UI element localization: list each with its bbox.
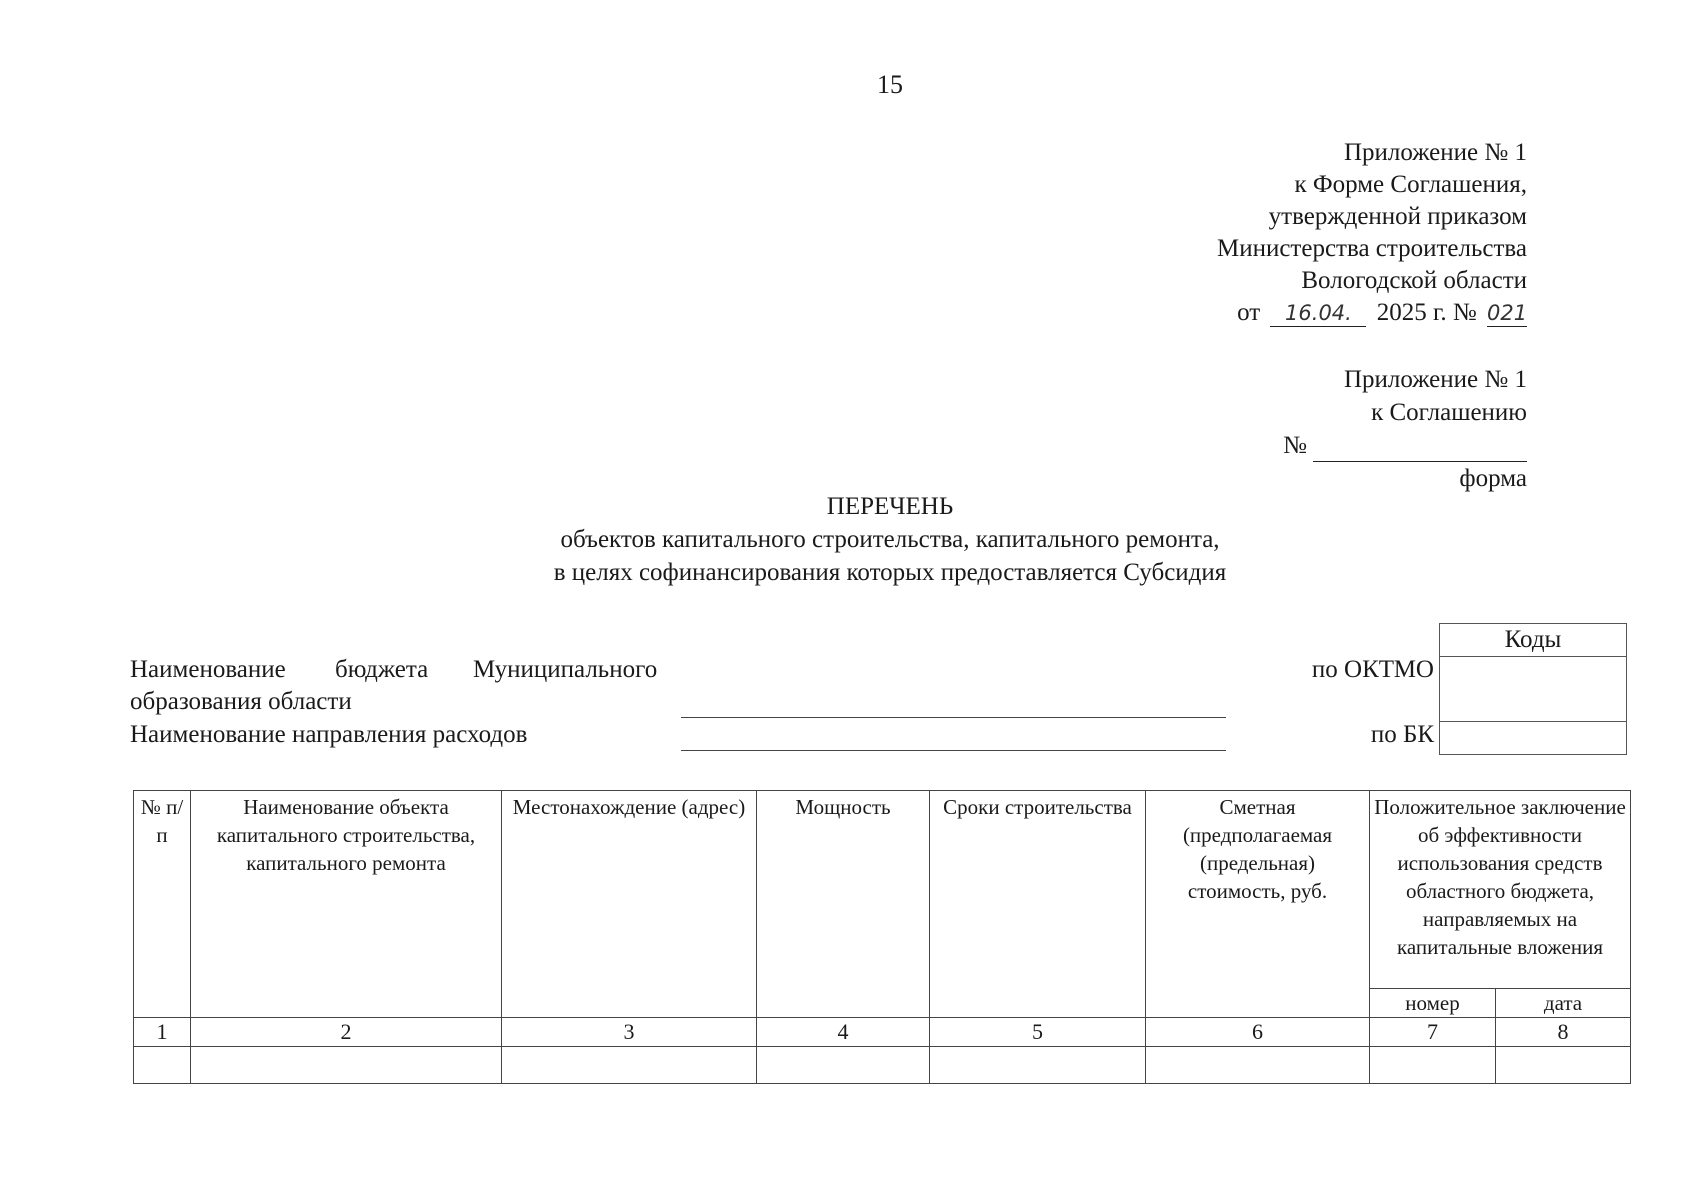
table-row — [134, 1047, 1631, 1084]
appendix-line: утвержденной приказом — [1268, 203, 1527, 230]
appendix-block — [1217, 137, 1527, 329]
objects-table — [133, 790, 1631, 1084]
budget-label-word: Наименование — [130, 656, 286, 683]
table-index-row — [134, 1018, 1631, 1047]
index-cell: 7 — [1370, 1018, 1496, 1047]
title-heading: ПЕРЕЧЕНЬ — [826, 493, 954, 520]
table-cell — [134, 1047, 191, 1084]
appendix-line: к Форме Соглашения, — [1294, 171, 1527, 198]
header-capacity: Мощность — [757, 791, 930, 1018]
handwritten-number: 021 — [1487, 301, 1528, 325]
budget-label-word: бюджета — [335, 656, 429, 683]
appendix-line: Приложение № 1 — [1343, 139, 1527, 166]
appendix-line: Министерства строительства — [1216, 235, 1527, 262]
agreement-appendix-line: Приложение № 1 — [1343, 366, 1527, 393]
index-cell: 8 — [1496, 1018, 1631, 1047]
title-line: в целях софинансирования которых предоставляется Субсидия — [553, 559, 1227, 586]
table-cell — [757, 1047, 930, 1084]
table-cell — [930, 1047, 1146, 1084]
codes-header: Коды — [1440, 624, 1627, 657]
title-line: объектов капитального строительства, капитального ремонта, — [560, 526, 1220, 553]
header-number: № п/п — [134, 791, 191, 1018]
number-blank-line — [1313, 437, 1527, 462]
bk-label: по БК — [1370, 721, 1434, 748]
date-prefix: от — [1237, 299, 1261, 326]
document-title — [0, 490, 1695, 589]
expense-label: Наименование направления расходов — [130, 721, 528, 748]
header-construction-period: Сроки строительства — [930, 791, 1146, 1018]
header-positive-conclusion: Положительное заключение об эффективности использования средств областного бюджета, направляемых на капитальные вложения — [1370, 791, 1631, 989]
header-location: Местонахождение (адрес) — [502, 791, 757, 1018]
bk-code-cell — [1440, 722, 1627, 755]
budget-label-word: Муниципального — [473, 656, 658, 683]
page-number: 15 — [877, 70, 903, 99]
agreement-appendix-block — [1283, 363, 1527, 495]
appendix-date-line — [1217, 297, 1527, 329]
index-cell: 3 — [502, 1018, 757, 1047]
table-header-row — [134, 791, 1631, 989]
date-year: 2025 г. № — [1376, 299, 1477, 326]
budget-fill-line — [681, 717, 1226, 718]
index-cell: 4 — [757, 1018, 930, 1047]
index-cell: 6 — [1146, 1018, 1370, 1047]
index-cell: 1 — [134, 1018, 191, 1047]
index-cell: 2 — [191, 1018, 502, 1047]
codes-table — [1439, 623, 1627, 755]
header-object-name: Наименование объекта капитального строительства, капитального ремонта — [191, 791, 502, 1018]
header-estimated-cost: Сметная (предполагаемая (предельная) стоимость, руб. — [1146, 791, 1370, 1018]
header-conclusion-date: дата — [1496, 989, 1631, 1018]
table-cell — [502, 1047, 757, 1084]
header-conclusion-number: номер — [1370, 989, 1496, 1018]
agreement-appendix-line: к Соглашению — [1371, 399, 1527, 426]
appendix-line: Вологодской области — [1301, 267, 1527, 294]
budget-label-line2: образования области — [130, 688, 352, 715]
index-cell: 5 — [930, 1018, 1146, 1047]
expense-fill-line — [681, 750, 1226, 751]
form-label: форма — [1459, 465, 1527, 492]
table-cell — [1496, 1047, 1631, 1084]
number-label: № — [1283, 432, 1307, 459]
handwritten-date: 16.04. — [1270, 300, 1366, 327]
table-cell — [191, 1047, 502, 1084]
table-cell — [1370, 1047, 1496, 1084]
table-cell — [1146, 1047, 1370, 1084]
agreement-number-line — [1283, 429, 1527, 462]
oktmo-label: по ОКТМО — [1311, 656, 1434, 683]
oktmo-code-cell — [1440, 657, 1627, 722]
